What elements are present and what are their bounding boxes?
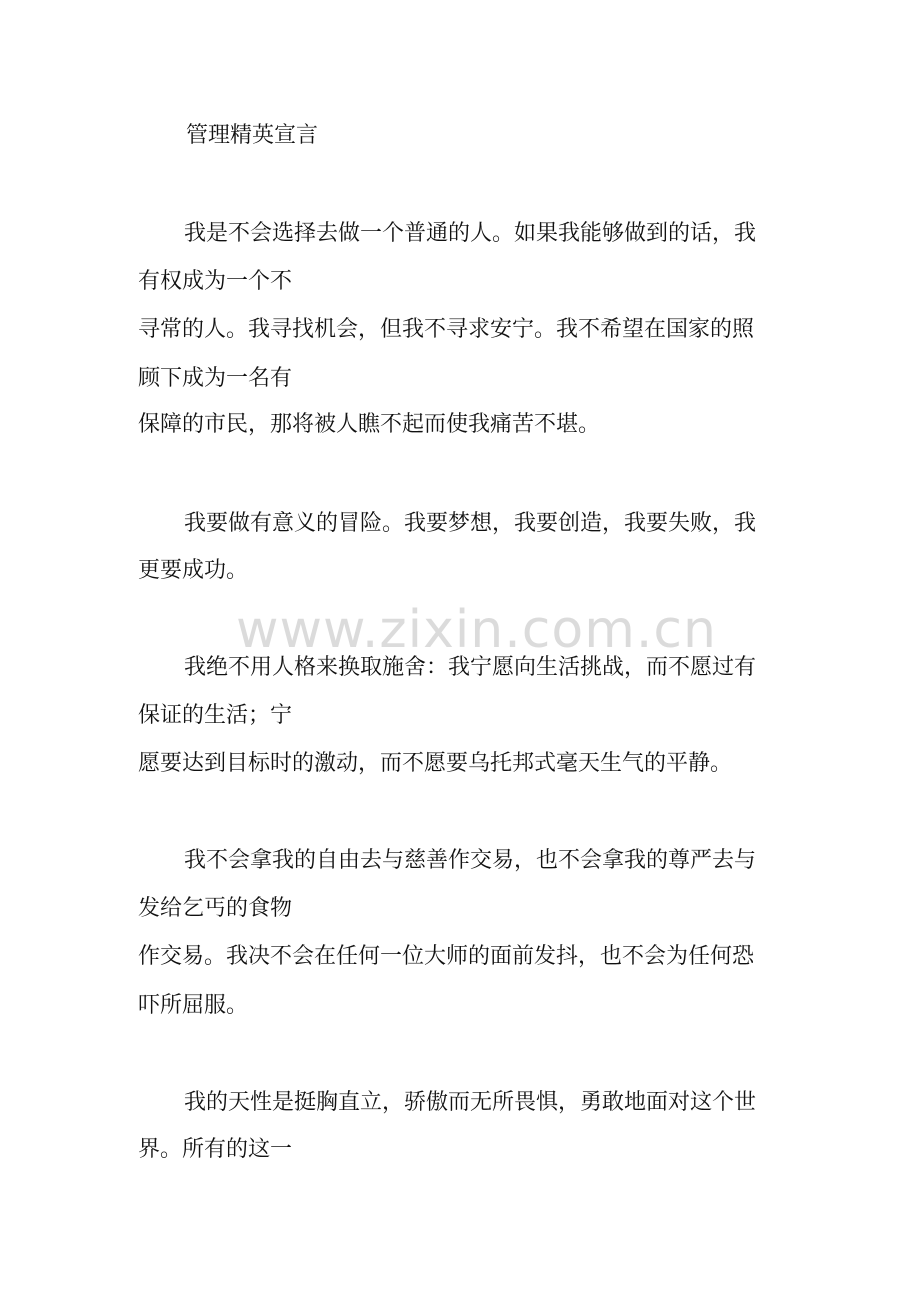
paragraph-line: 吓所屈服。	[138, 993, 249, 1018]
paragraph-line: 我是不会选择去做一个普通的人。如果我能够做到的话，我	[184, 221, 757, 246]
paragraph-line: 我绝不用人格来换取施舍：我宁愿向生活挑战，而不愿过有	[184, 655, 757, 680]
paragraph-line: 顾下成为一名有	[138, 366, 293, 391]
document-title: 管理精英宣言	[186, 123, 319, 148]
paragraph-line: 界。所有的这一	[138, 1137, 293, 1162]
paragraph-line: 我不会拿我的自由去与慈善作交易，也不会拿我的尊严去与	[184, 848, 757, 873]
paragraph-line: 保证的生活；宁	[138, 703, 293, 728]
paragraph-line: 寻常的人。我寻找机会，但我不寻求安宁。我不希望在国家的照	[138, 317, 755, 342]
paragraph-line: 愿要达到目标时的激动，而不愿要乌托邦式毫天生气的平静。	[138, 751, 733, 776]
paragraph-line: 有权成为一个不	[138, 269, 293, 294]
paragraph-line: 发给乞丐的食物	[138, 896, 293, 921]
paragraph-line: 我的天性是挺胸直立，骄傲而无所畏惧，勇敢地面对这个世	[184, 1090, 757, 1115]
site-watermark: www.zixin.com.cn	[236, 600, 717, 660]
paragraph-line: 保障的市民，那将被人瞧不起而使我痛苦不堪。	[138, 412, 601, 437]
paragraph-line: 我要做有意义的冒险。我要梦想，我要创造，我要失败，我	[184, 511, 757, 536]
paragraph-line: 更要成功。	[138, 558, 249, 583]
paragraph-line: 作交易。我决不会在任何一位大师的面前发抖，也不会为任何恐	[138, 944, 755, 969]
